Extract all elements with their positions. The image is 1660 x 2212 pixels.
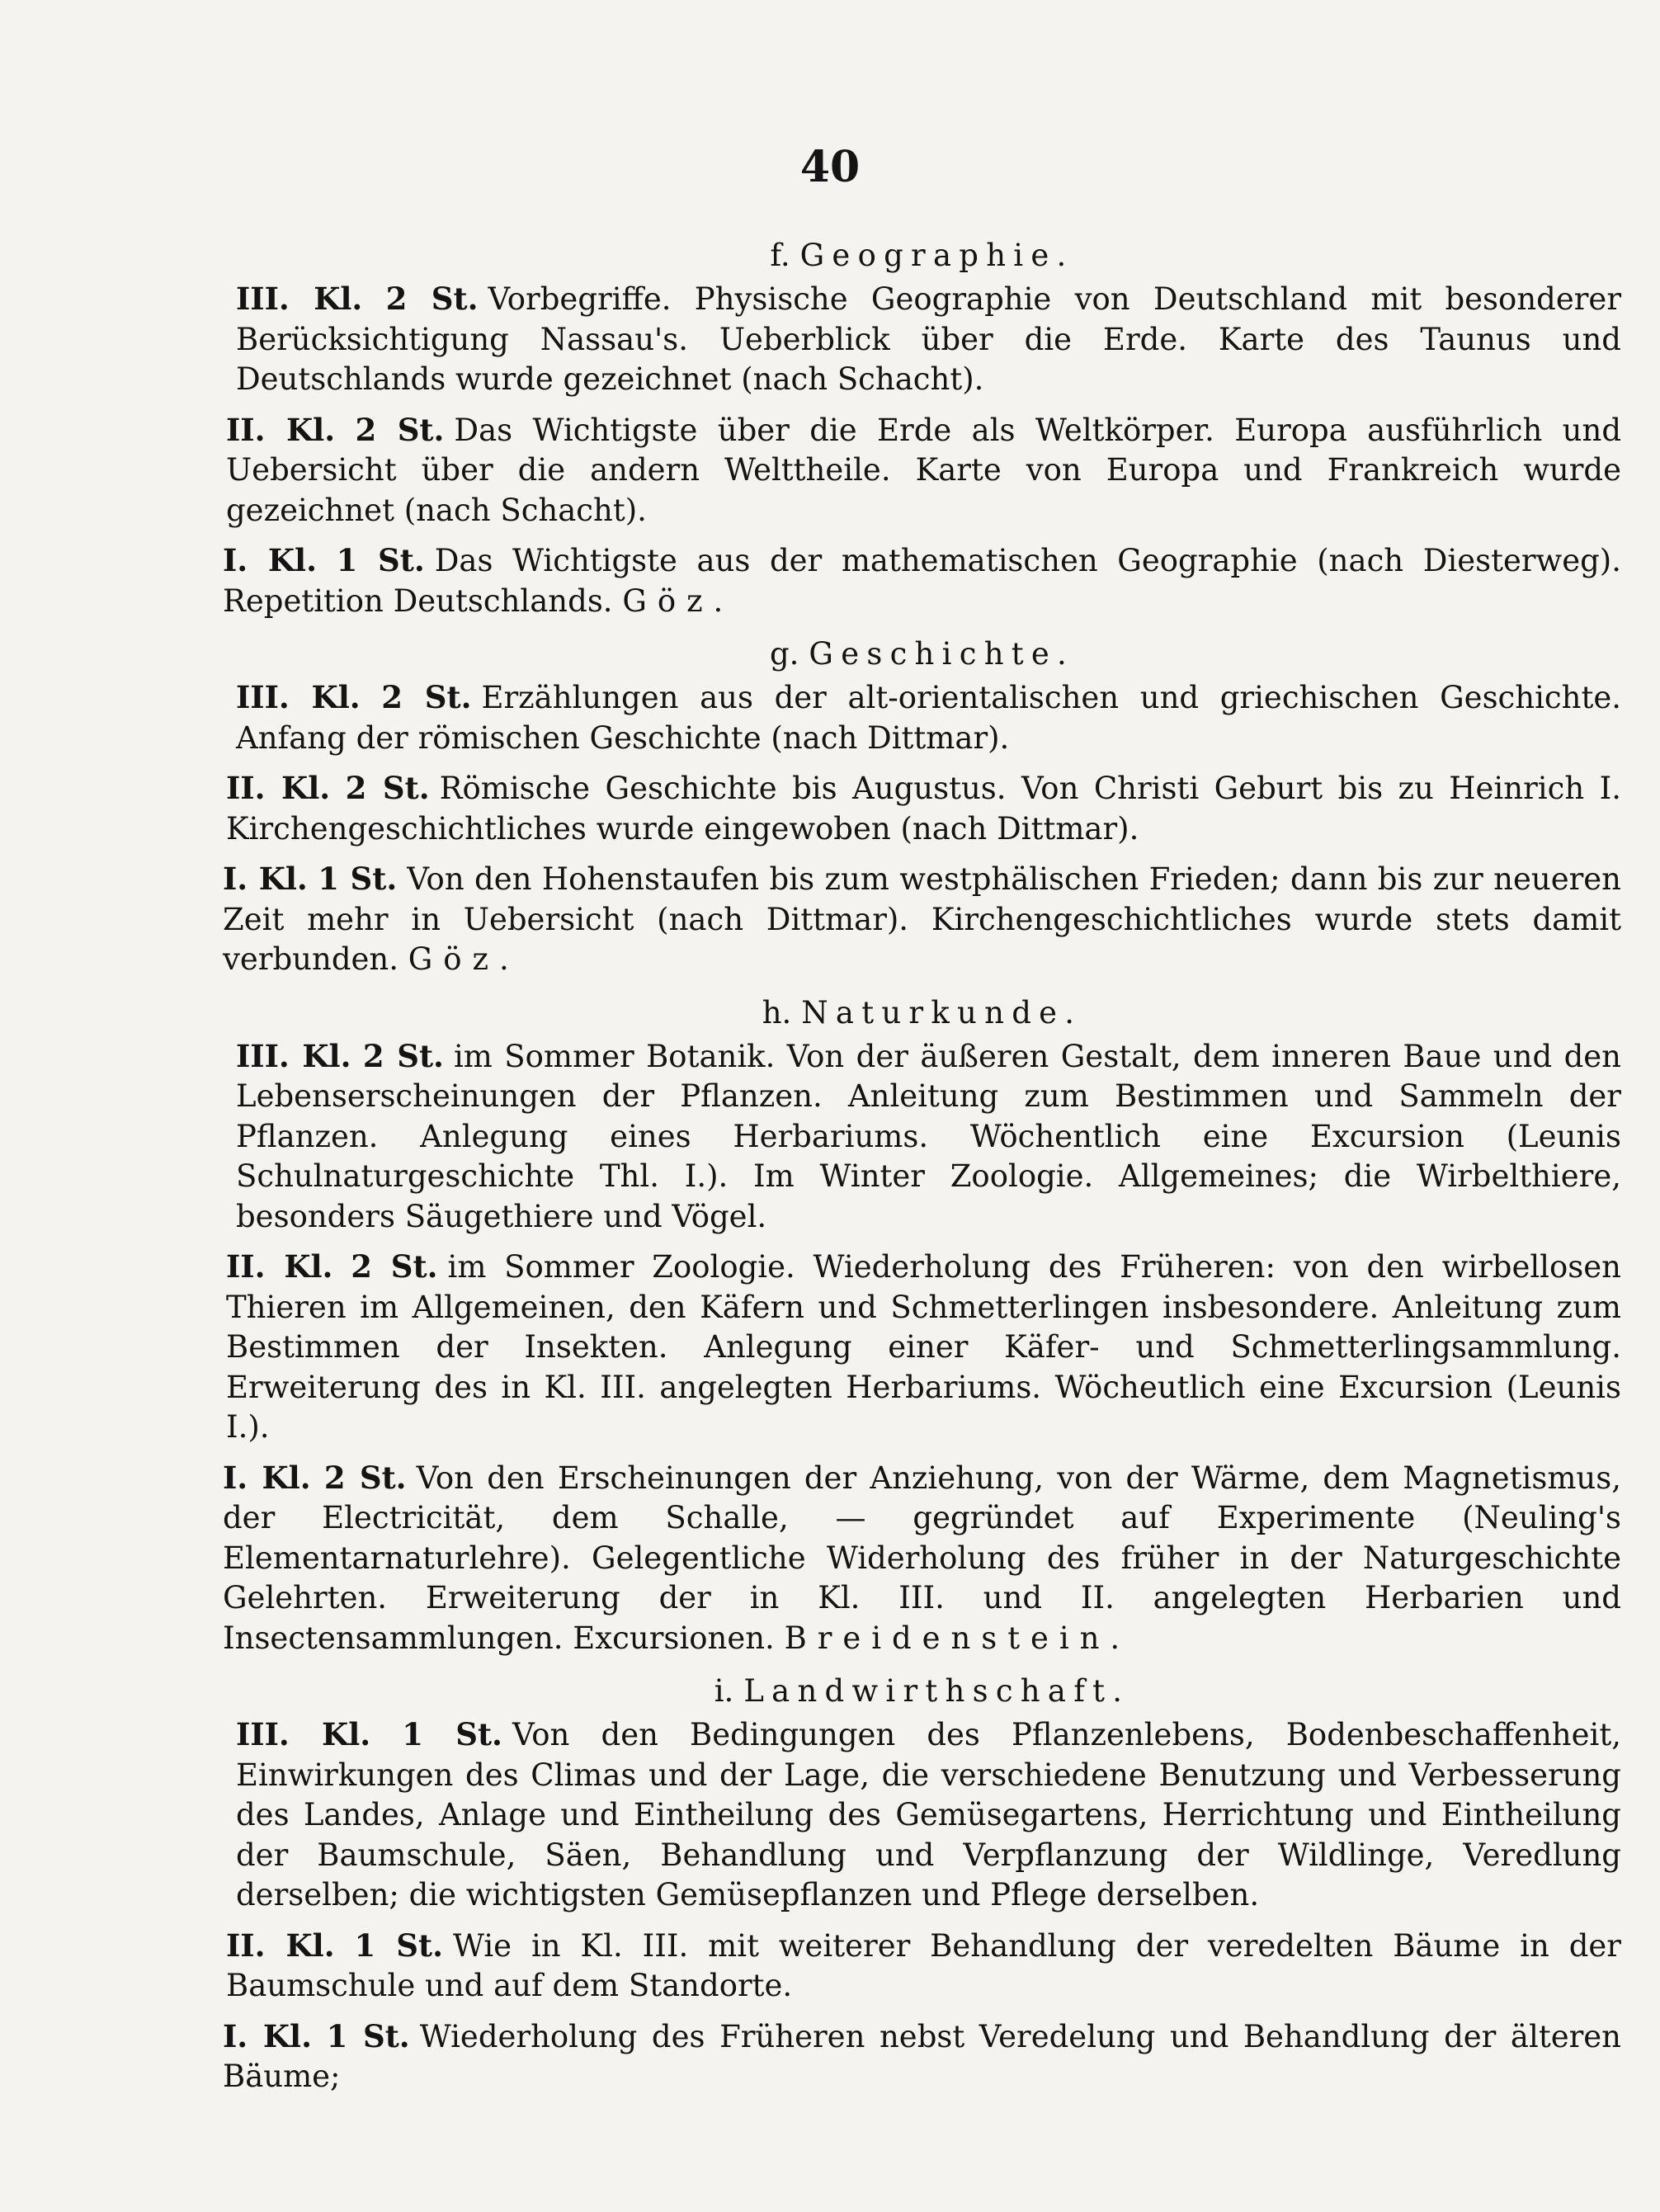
hours-label: 1 St. [354,1927,443,1964]
hours-label: 2 St. [345,770,430,806]
entry-text: im Sommer Botanik. Von der äußeren Gestalt, dem inneren Baue und den Lebenserscheinungen der Pflanzen. Anleitung zum Bestimmen und Sammeln der Pflanzen. Anlegung eines Herbariums. Wöchentlich eine Excursion (Leunis Schulnaturgeschichte Thl. I.). Im Winter Zoologie. Allgemeines; die Wirbelthiere, besonders Säugethiere und Vögel. [236,1038,1621,1234]
section-title: Geschichte. [809,636,1075,672]
entry-text: Erzählungen aus der alt-orientalischen und griechischen Geschichte. Anfang der römischen Geschichte (nach Dittmar). [236,680,1622,756]
section-heading [223,1668,1621,1714]
entry-text: Das Wichtigste über die Erde als Weltkörper. Europa ausführlich und Uebersicht über die andern Welttheile. Karte von Europa und Frankreich wurde gezeichnet (nach Schacht). [226,412,1622,528]
entry-text: Von den Hohenstaufen bis zum westphälischen Frieden; dann bis zur neueren Zeit mehr in Uebersicht (nach Dittmar). Kirchengeschichtliches wurde stets damit verbunden. [223,861,1622,977]
teacher-name: Göz. [408,941,520,977]
hours-label: 1 St. [326,2017,410,2054]
teacher-name: Breidenstein. [784,1620,1131,1656]
entry-class-3 [223,677,1621,758]
entry-text: Vorbegriffe. Physische Geographie von Deutschland mit besonderer Berücksichtigung Nassau's. Ueberblick über die Erde. Karte des Taunus und Deutschlands wurde gezeichnet (nach Schacht). [236,281,1622,397]
class-label: II. Kl. [226,770,331,806]
entry-class-3 [223,1714,1621,1916]
entry-text: Von den Bedingungen des Pflanzenlebens, Bodenbeschaffenheit, Einwirkungen des Climas und der Lage, die verschiedene Benutzung und Verbesserung des Landes, Anlage und Eintheilung des Gemüsegartens, Herrichtung und Eintheilung der Baumschule, Säen, Behandlung und Verpflanzung der Wildlinge, Veredlung derselben; die wichtigsten Gemüsepflanzen und Pflege derselben. [236,1717,1621,1913]
hours-label: 1 St. [402,1716,502,1752]
hours-label: 2 St. [385,281,479,317]
class-label: III. Kl. [236,281,363,317]
entry-class-2 [223,1926,1621,2007]
hours-label: 2 St. [351,1248,438,1285]
section-geschichte [223,631,1621,980]
entry-class-3 [223,279,1621,400]
class-label: III. Kl. [236,1716,371,1752]
class-label: I. Kl. [223,861,308,897]
section-heading [223,233,1621,279]
section-heading [223,631,1621,677]
hours-label: 1 St. [318,861,398,897]
entry-class-1 [223,540,1621,621]
section-title: Geographie. [799,238,1074,273]
class-label: III. Kl. [236,679,361,715]
hours-label: 1 St. [336,542,425,578]
entry-class-2 [223,1247,1621,1448]
entry-text: Von den Erscheinungen der Anziehung, von der Wärme, dem Magnetismus, der Electricität, dem Schalle, — gegründet auf Experimente (Neuling's Elementarnaturlehre). Gelegentliche Widerholung des früher in der Naturgeschichte Gelehrten. Erweiterung der in Kl. III. und II. angelegten Herbarien und Insectensammlungen. Excursionen. [223,1460,1621,1656]
entry-text: Römische Geschichte bis Augustus. Von Christi Geburt bis zu Heinrich I. Kirchengeschichtliches wurde eingewoben (nach Dittmar). [226,771,1621,847]
section-title: Naturkunde. [801,994,1082,1031]
entry-class-1 [223,2016,1621,2097]
page-number: 40 [799,142,861,192]
section-letter: f. [770,238,790,273]
section-title: Landwirthschaft. [743,1673,1130,1709]
entry-class-2 [223,768,1621,849]
hours-label: 2 St. [381,679,472,715]
section-geographie [223,233,1621,621]
page-body [223,233,1621,2107]
section-naturkunde [223,990,1621,1659]
entry-text: Wie in Kl. III. mit weiterer Behandlung der veredelten Bäume in der Baumschule und auf dem Standorte. [226,1927,1621,2003]
entry-text: im Sommer Zoologie. Wiederholung des Früheren: von den wirbellosen Thieren im Allgemeinen, den Käfern und Schmetterlingen insbesondere. Anleitung zum Bestimmen der Insekten. Anlegung einer Käfer- und Schmetterlingsammlung. Erweiterung des in Kl. III. angelegten Herbariums. Wöcheutlich eine Excursion (Leunis I.). [226,1249,1622,1445]
teacher-name: Göz. [622,582,734,619]
entry-class-1 [223,1458,1621,1659]
entry-text: Wiederholung des Früheren nebst Veredelung und Behandlung der älteren Bäume; [223,2018,1621,2094]
class-label: I. Kl. [223,1459,311,1496]
entry-class-1 [223,859,1621,980]
class-label: II. Kl. [226,411,336,448]
entry-text: Das Wichtigste aus der mathematischen Geographie (nach Diesterweg). Repetition Deutschlands. [223,543,1621,619]
class-label: I. Kl. [223,542,317,578]
hours-label: 2 St. [362,1037,444,1074]
section-landwirthschaft [223,1668,1621,2097]
class-label: I. Kl. [223,2017,312,2054]
entry-class-3 [223,1036,1621,1238]
entry-class-2 [223,410,1621,531]
section-letter: g. [769,636,799,672]
class-label: II. Kl. [226,1248,333,1285]
section-letter: i. [714,1673,734,1709]
section-heading [223,990,1621,1036]
hours-label: 2 St. [355,411,445,448]
section-letter: h. [762,994,792,1031]
class-label: III. Kl. [236,1037,351,1074]
class-label: II. Kl. [226,1927,335,1964]
hours-label: 2 St. [323,1459,407,1496]
